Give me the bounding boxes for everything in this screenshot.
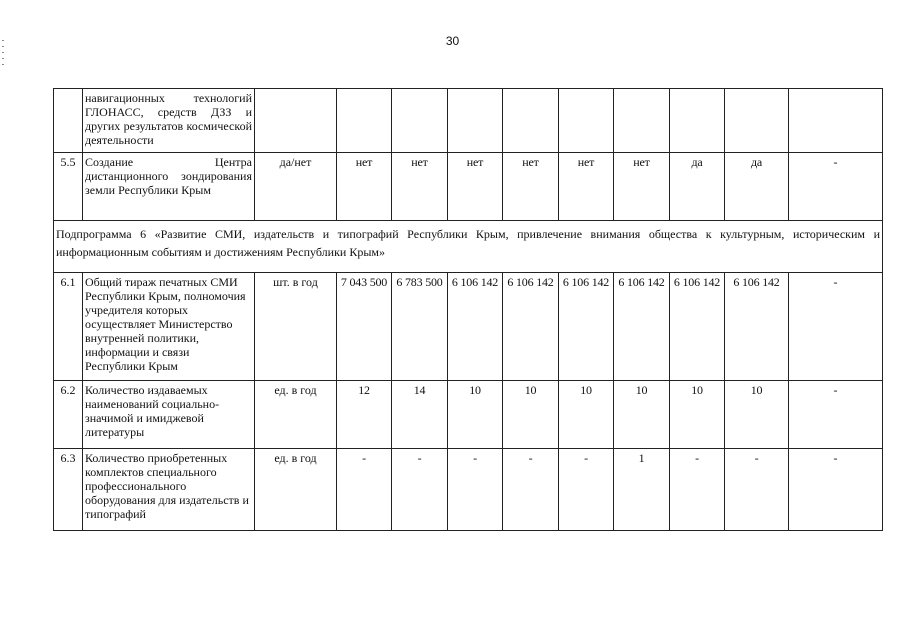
table-row [54,89,883,153]
value-cell [448,89,503,153]
value-cell: - [670,449,725,531]
table-row [54,153,883,221]
unit-cell: да/нет [255,153,337,221]
value-cell: 12 [337,381,392,449]
value-cell: нет [337,153,392,221]
note-cell: - [789,449,883,531]
value-cell [392,89,448,153]
note-cell [789,89,883,153]
note-cell: - [789,153,883,221]
value-cell: - [448,449,503,531]
row-number: 6.1 [54,273,83,381]
row-number: 6.2 [54,381,83,449]
value-cell: 6 783 500 [392,273,448,381]
value-cell [559,89,614,153]
value-cell [503,89,559,153]
value-cell: 10 [614,381,670,449]
value-cell: 6 106 142 [503,273,559,381]
indicator-name: Количество издаваемых наименований социально-значимой и имиджевой литературы [83,381,255,449]
value-cell: нет [448,153,503,221]
value-cell: 14 [392,381,448,449]
value-cell: - [503,449,559,531]
value-cell [614,89,670,153]
value-cell: 1 [614,449,670,531]
row-number: 5.5 [54,153,83,221]
value-cell: 6 106 142 [559,273,614,381]
subprogram-title: Подпрограмма 6 «Развитие СМИ, издательств и типографий Республики Крым, привлечение внимания общества к культурным, историческим и информационным событиям и достижениям Республики Крым» [54,221,883,273]
value-cell: нет [559,153,614,221]
value-cell: 10 [448,381,503,449]
table-row [54,449,883,531]
value-cell: 6 106 142 [614,273,670,381]
unit-cell: ед. в год [255,381,337,449]
subprogram-row [54,221,883,273]
unit-cell [255,89,337,153]
value-cell [725,89,789,153]
value-cell: 10 [559,381,614,449]
indicator-name: Общий тираж печатных СМИ Республики Крым, полномочия учредителя которых осуществляет Министерство внутренней политики, информации и связи Республики Крым [83,273,255,381]
indicators-table [53,88,883,531]
note-cell: - [789,273,883,381]
value-cell: 10 [725,381,789,449]
value-cell: нет [614,153,670,221]
page-number: 30 [445,34,460,48]
value-cell: - [725,449,789,531]
value-cell: нет [392,153,448,221]
indicator-name: навигационных технологий ГЛОНАСС, средств ДЗЗ и других результатов космической деятельности [83,89,255,153]
value-cell: 10 [503,381,559,449]
value-cell: - [337,449,392,531]
value-cell: 6 106 142 [448,273,503,381]
value-cell: - [392,449,448,531]
value-cell: да [670,153,725,221]
value-cell: 7 043 500 [337,273,392,381]
row-number [54,89,83,153]
note-cell: - [789,381,883,449]
value-cell: да [725,153,789,221]
value-cell: 10 [670,381,725,449]
table-row [54,381,883,449]
value-cell: - [559,449,614,531]
unit-cell: ед. в год [255,449,337,531]
value-cell: нет [503,153,559,221]
value-cell: 6 106 142 [725,273,789,381]
value-cell: 6 106 142 [670,273,725,381]
table-row [54,273,883,381]
value-cell [670,89,725,153]
indicator-name: Создание Центра дистанционного зондирования земли Республики Крым [83,153,255,221]
value-cell [337,89,392,153]
row-number: 6.3 [54,449,83,531]
unit-cell: шт. в год [255,273,337,381]
indicator-name: Количество приобретенных комплектов специального профессионального оборудования для издательств и типографий [83,449,255,531]
